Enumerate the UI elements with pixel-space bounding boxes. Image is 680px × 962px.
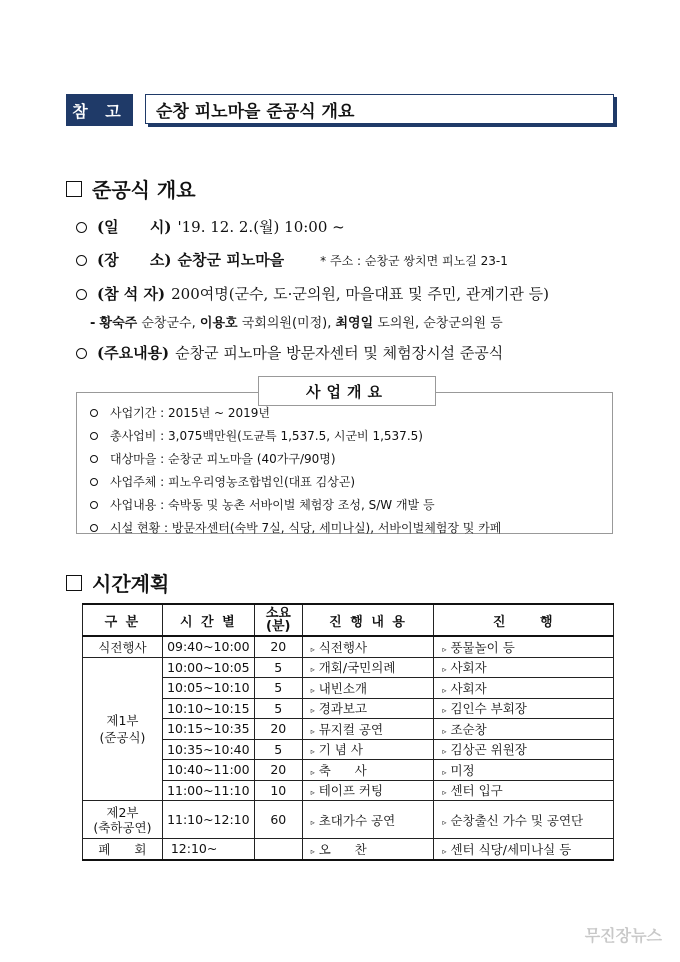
item-value: '19. 12. 2.(월) 10:00 ~ [177, 218, 345, 236]
cell-content [302, 801, 434, 839]
cell-time: 10:10~10:15 [162, 698, 254, 719]
host-text: 미정 [450, 762, 475, 778]
triangle-bullet-icon: ▹ [442, 747, 447, 757]
triangle-bullet-icon: ▹ [442, 788, 447, 798]
triangle-bullet-icon: ▹ [442, 817, 447, 827]
host-text: 센터 식당/세미나실 등 [450, 841, 572, 857]
section-title: 시간계획 [92, 572, 170, 596]
cell-category: 제1부 (준공식) [83, 657, 163, 801]
triangle-bullet-icon: ▹ [310, 846, 315, 856]
table-row [83, 657, 614, 678]
cell-host [434, 780, 614, 801]
circle-bullet-icon [90, 524, 98, 532]
summary-text: 사업기간 : 2015년 ~ 2019년 [110, 406, 270, 420]
table-header-row [83, 604, 614, 636]
circle-bullet-icon [76, 222, 87, 233]
cell-content [302, 678, 434, 699]
cell-host [434, 839, 614, 860]
cell-minutes: 5 [254, 657, 302, 678]
table-row [83, 719, 614, 740]
triangle-bullet-icon: ▹ [310, 706, 315, 716]
document-header [66, 94, 616, 126]
item-value: 200여명(군수, 도·군의원, 마을대표 및 주민, 관계기관 등) [171, 285, 549, 303]
item-label: (주요내용) [97, 344, 170, 362]
summary-text: 시설 현황 : 방문자센터(숙박 7실, 식당, 세미나실), 서바이벌체험장 및 카페 [110, 521, 502, 535]
reference-badge: 참 고 [66, 94, 133, 126]
cell-minutes: 20 [254, 719, 302, 740]
summary-line [90, 450, 336, 467]
cell-host [434, 719, 614, 740]
content-text: 초대가수 공연 [318, 812, 396, 828]
triangle-bullet-icon: ▹ [310, 685, 315, 695]
summary-text: 사업주체 : 피노우리영농조합법인(대표 김상곤) [110, 475, 356, 489]
triangle-bullet-icon: ▹ [310, 644, 315, 654]
triangle-bullet-icon: ▹ [442, 767, 447, 777]
cell-content [302, 636, 434, 657]
content-text: 테이프 커팅 [318, 783, 384, 799]
document-title: 순창 피노마을 준공식 개요 [145, 94, 614, 124]
table-row [83, 636, 614, 657]
triangle-bullet-icon: ▹ [310, 788, 315, 798]
schedule-table [82, 603, 614, 861]
host-text: 센터 입구 [450, 783, 503, 799]
square-bullet-icon [66, 575, 82, 591]
content-text: 축 사 [318, 762, 367, 778]
triangle-bullet-icon: ▹ [442, 726, 447, 736]
item-value: 순창군 피노마을 [177, 251, 285, 269]
cell-category: 폐 회 [83, 839, 163, 860]
triangle-bullet-icon: ▹ [442, 665, 447, 675]
cell-time: 10:40~11:00 [162, 760, 254, 781]
info-item-date [76, 216, 345, 237]
header-host: 진 행 [434, 604, 614, 636]
cell-content [302, 657, 434, 678]
content-text: 기 념 사 [318, 742, 363, 758]
circle-bullet-icon [90, 432, 98, 440]
item-label: (장 소) [97, 251, 172, 269]
cell-host [434, 636, 614, 657]
project-summary-title: 사업개요 [258, 376, 436, 406]
item-label: (일 시) [97, 218, 172, 236]
cell-host [434, 760, 614, 781]
dash-mark: - [90, 316, 96, 331]
triangle-bullet-icon: ▹ [310, 817, 315, 827]
summary-line [90, 404, 270, 421]
cell-minutes: 20 [254, 636, 302, 657]
info-item-place [76, 249, 508, 270]
table-row [83, 839, 614, 860]
cell-content [302, 780, 434, 801]
summary-line [90, 473, 355, 490]
attendee-list [90, 312, 503, 331]
circle-bullet-icon [76, 289, 87, 300]
summary-line [90, 427, 423, 444]
cell-minutes [254, 839, 302, 860]
cell-time: 11:10~12:10 [162, 801, 254, 839]
cell-host [434, 801, 614, 839]
table-row [83, 780, 614, 801]
section-heading-ceremony [66, 174, 196, 203]
cell-time: 10:00~10:05 [162, 657, 254, 678]
info-item-attendees [76, 283, 549, 304]
circle-bullet-icon [90, 455, 98, 463]
attendee-name: 최영일 [335, 316, 374, 331]
cell-host [434, 698, 614, 719]
square-bullet-icon [66, 181, 82, 197]
cell-host [434, 678, 614, 699]
cell-minutes: 5 [254, 678, 302, 699]
summary-line [90, 496, 435, 513]
triangle-bullet-icon: ▹ [310, 747, 315, 757]
cell-host [434, 657, 614, 678]
cell-minutes: 5 [254, 739, 302, 760]
triangle-bullet-icon: ▹ [442, 706, 447, 716]
cell-content [302, 739, 434, 760]
attendee-role: 도의원, 순창군의원 등 [377, 316, 503, 331]
summary-text: 총사업비 : 3,075백만원(도균특 1,537.5, 시군비 1,537.5) [110, 429, 423, 443]
table-row [83, 801, 614, 839]
cell-time: 10:35~10:40 [162, 739, 254, 760]
cell-content [302, 719, 434, 740]
attendee-role: 순창군수, [141, 316, 196, 331]
header-category: 구 분 [83, 604, 163, 636]
circle-bullet-icon [90, 409, 98, 417]
item-value: 순창군 피노마을 방문자센터 및 체험장시설 준공식 [175, 344, 504, 362]
triangle-bullet-icon: ▹ [442, 846, 447, 856]
watermark: 무진장뉴스 [584, 926, 662, 945]
cell-minutes: 60 [254, 801, 302, 839]
attendee-name: 황숙주 [99, 316, 138, 331]
summary-text: 대상마을 : 순창군 피노마을 (40가구/90명) [110, 452, 336, 466]
summary-text: 사업내용 : 숙박동 및 농촌 서바이벌 체험장 조성, S/W 개발 등 [110, 498, 435, 512]
info-item-content [76, 342, 503, 363]
table-row [83, 760, 614, 781]
attendee-name: 이용호 [199, 316, 238, 331]
triangle-bullet-icon: ▹ [310, 767, 315, 777]
triangle-bullet-icon: ▹ [442, 644, 447, 654]
attendee-role: 국회의원(미정), [241, 316, 332, 331]
host-text: 김상곤 위원장 [450, 742, 527, 758]
cell-content [302, 839, 434, 860]
cell-time: 12:10~ [162, 839, 254, 860]
host-text: 김인수 부회장 [450, 701, 527, 717]
content-text: 개회/국민의례 [318, 660, 396, 676]
table-row [83, 678, 614, 699]
content-text: 오 찬 [318, 841, 367, 857]
cell-time: 10:05~10:10 [162, 678, 254, 699]
host-text: 사회자 [450, 680, 487, 696]
header-minutes: 소요 (분) [254, 604, 302, 636]
table-row [83, 739, 614, 760]
cell-content [302, 760, 434, 781]
cell-time: 09:40~10:00 [162, 636, 254, 657]
host-text: 순창출신 가수 및 공연단 [450, 812, 584, 828]
header-time: 시 간 별 [162, 604, 254, 636]
circle-bullet-icon [76, 255, 87, 266]
host-text: 사회자 [450, 660, 487, 676]
host-text: 조순창 [450, 721, 487, 737]
content-text: 식전행사 [318, 639, 368, 655]
summary-line [90, 519, 501, 536]
circle-bullet-icon [76, 348, 87, 359]
content-text: 경과보고 [318, 701, 368, 717]
cell-minutes: 10 [254, 780, 302, 801]
circle-bullet-icon [90, 478, 98, 486]
content-text: 내빈소개 [318, 680, 368, 696]
triangle-bullet-icon: ▹ [442, 685, 447, 695]
cell-time: 10:15~10:35 [162, 719, 254, 740]
address-note: * 주소 : 순창군 쌍치면 피노길 23-1 [320, 254, 508, 268]
item-label: (참 석 자) [97, 285, 166, 303]
section-heading-schedule [66, 568, 169, 597]
triangle-bullet-icon: ▹ [310, 665, 315, 675]
cell-category: 제2부 (축하공연) [83, 801, 163, 839]
section-title: 준공식 개요 [92, 178, 196, 202]
content-text: 뮤지컬 공연 [318, 721, 384, 737]
cell-minutes: 5 [254, 698, 302, 719]
host-text: 풍물놀이 등 [450, 639, 515, 655]
cell-content [302, 698, 434, 719]
cell-time: 11:00~11:10 [162, 780, 254, 801]
cell-host [434, 739, 614, 760]
header-content: 진 행 내 용 [302, 604, 434, 636]
cell-category: 식전행사 [83, 636, 163, 657]
cell-minutes: 20 [254, 760, 302, 781]
table-row [83, 698, 614, 719]
circle-bullet-icon [90, 501, 98, 509]
triangle-bullet-icon: ▹ [310, 726, 315, 736]
